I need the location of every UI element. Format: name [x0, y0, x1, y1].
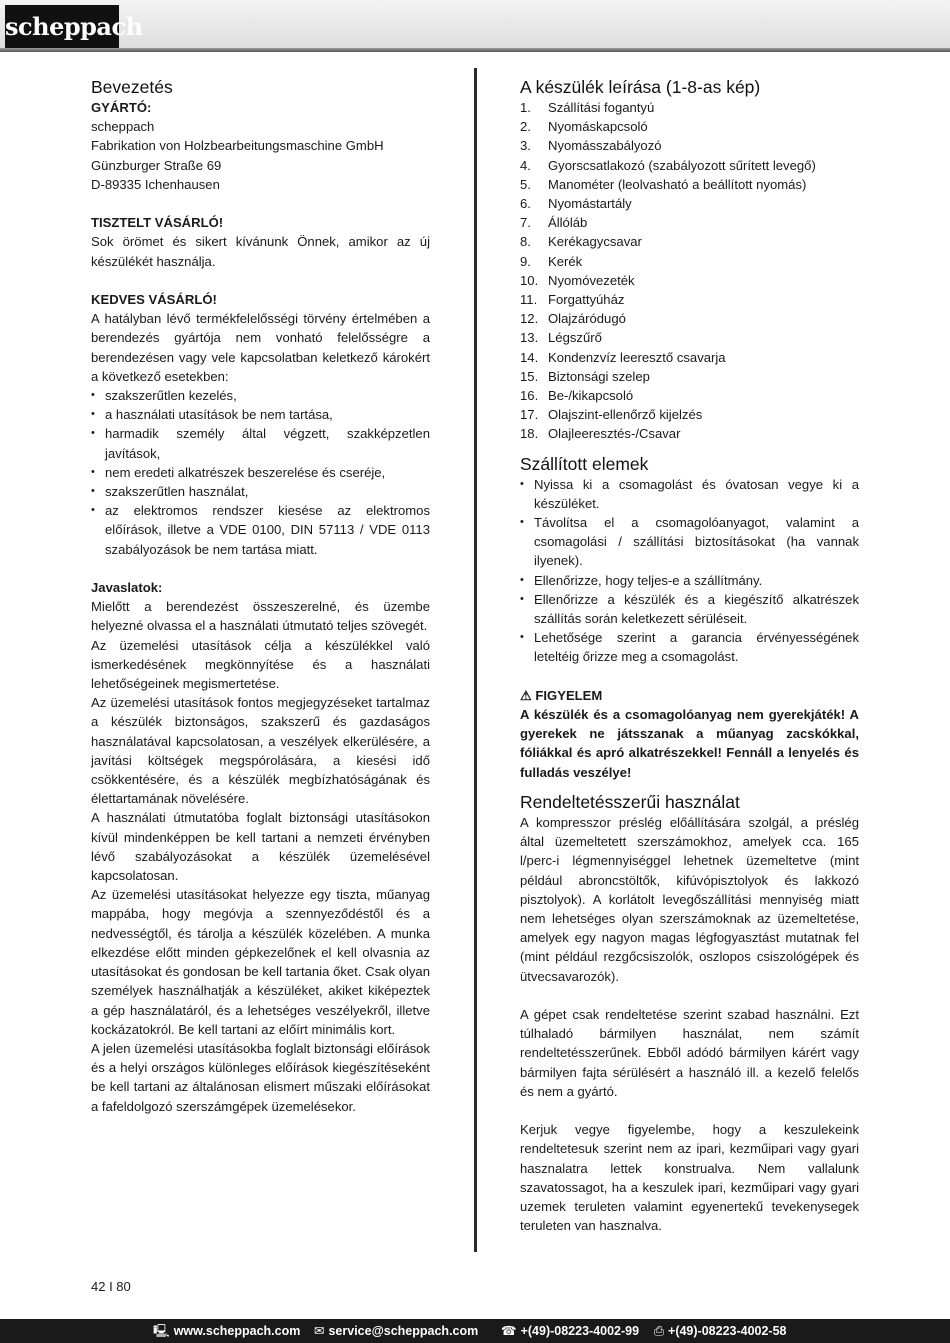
part-label: Olajzáródugó — [548, 311, 626, 327]
part-number: 6. — [520, 196, 531, 212]
part-number: 3. — [520, 138, 531, 154]
part-label: Szállítási fogantyú — [548, 100, 655, 115]
kind-customer-label: KEDVES VÁSÁRLÓ! — [91, 292, 217, 307]
part-number: 16. — [520, 388, 539, 404]
part-label: Manométer (leolvasható a beállított nyomás) — [548, 176, 807, 192]
delivered-list — [520, 475, 859, 667]
part-number: 14. — [520, 349, 539, 365]
intended-use-paragraph: A gépet csak rendeltetése szerint szabad használni. Ezt túlhaladó bármilyen használat, nem számít rendeltetésszerűnek. Ebből adódó bármilyen kárért vagy bármilyen fajta sérülésért a használó ill. a kezelő felelős és nem a gyártó. — [520, 1006, 859, 1099]
parts-list — [520, 98, 859, 444]
list-item: • Nyissa ki a csomagolást és óvatosan vegye ki a készüléket. — [520, 475, 859, 513]
warning-label: FIGYELEM — [535, 687, 603, 703]
part-number: 5. — [520, 176, 531, 192]
part-item — [520, 252, 859, 271]
dear-customer-label: TISZTELT VÁSÁRLÓ! — [91, 215, 224, 231]
manufacturer-line: D-89335 Ichenhausen — [91, 176, 220, 192]
part-label: Nyomástartály — [548, 196, 632, 212]
list-item: • Ellenőrizze a készülék és a kiegészítő alkatrészek szállítás során keletkezett sérüléseit. — [520, 590, 859, 628]
recommendation-paragraph: Mielőtt a berendezést összeszerelné, és üzembe helyezné olvassa el a használati útmutató teljes szövegét. — [91, 599, 430, 634]
part-label: Állóláb — [548, 215, 588, 231]
list-item: • harmadik személy által végzett, szakképzetlen javítások, — [91, 424, 430, 462]
recommendation-paragraph: Az üzemelési utasítások fontos megjegyzéseket tartalmaz a készülék biztonságos, szakszerű és gazdaságos használatával kapcsolatosan, a veszélyek elkerülésére, a javítási költségek megspórolására, a kiesési idő csökkentésére, és a készülék megbízhatóságának és élettartamának növelésére. — [91, 695, 430, 807]
part-number: 2. — [520, 119, 531, 135]
list-item: • Ellenőrizze, hogy teljes-e a szállítmány. — [520, 571, 859, 590]
part-label: Forgattyúház — [548, 292, 625, 308]
part-item — [520, 405, 859, 424]
footer-fax — [654, 1319, 787, 1343]
part-label: Biztonsági szelep — [548, 368, 650, 384]
part-number: 7. — [520, 215, 531, 231]
part-item — [520, 175, 859, 194]
delivered-title: Szállított elemek — [520, 453, 649, 474]
part-item — [520, 156, 859, 175]
intended-use-paragraph: Kerjuk vegye figyelembe, hogy a keszulekeink rendeltetesuk szerint nem az ipari, kezműipari vagy gyari hasznalatra lettek konstrualva. Nem vallalunk szavatossagot, ha a keszulek ipari, kezműipari vagy gyari uzemek teruleten valamint egyenertekű tevekenysegek teruleten van hasznalva. — [520, 1122, 859, 1234]
part-number: 4. — [520, 157, 531, 173]
manufacturer-label: GYÁRTÓ: — [91, 100, 152, 115]
part-label: Olajszint-ellenőrző kijelzés — [548, 407, 703, 423]
part-number: 10. — [520, 272, 539, 288]
intended-use-title: Rendeltetésszerűi használat — [520, 791, 740, 812]
footer-web-text: www.scheppach.com — [173, 1324, 301, 1338]
intended-use-paragraph: A kompresszor préslég előállítására szolgál, a préslég által üzemeltetett szerszámokhoz, amelyek cca. 165 l/perc-i légmennyiséggel lehetnek üzemeltetve (mint például abroncstöltők, kifúvópisztolyok és lakkozó pisztolyok). A korlátolt levegőszállítási mennyiség miatt nem lehetséges olyan szerszámoknak az üzemeltetése, amelyek egy nagyon magas légfogyasztást mutatnak fel (mint például rezgőcsiszolók, oszlopos csiszológépek és ütvecsavarozók). — [520, 814, 859, 984]
part-label: Kerék — [548, 253, 583, 269]
part-label: Nyomóvezeték — [548, 272, 635, 288]
list-item: • Lehetősége szerint a garancia érvényességének leteltéig őrizze meg a csomagolást. — [520, 628, 859, 666]
list-item: • Távolítsa el a csomagolóanyagot, valamint a csomagolási / szállítási biztosításokat (ha vannak ilyenek). — [520, 513, 859, 571]
recommendations-label: Javaslatok: — [91, 580, 163, 596]
header-rule — [0, 48, 950, 52]
part-item — [520, 328, 859, 347]
part-item — [520, 424, 859, 443]
part-number: 18. — [520, 426, 539, 442]
list-item: • szakszerűtlen használat, — [91, 482, 430, 501]
intro-title: Bevezetés — [91, 77, 173, 97]
fax-icon: ⎙ — [654, 1324, 665, 1338]
part-number: 13. — [520, 330, 539, 346]
phone-icon: ☎ — [501, 1324, 517, 1338]
monitor-icon: 🖳 — [153, 1324, 170, 1338]
manufacturer-line: scheppach — [91, 119, 155, 135]
part-item — [520, 117, 859, 136]
footer-phone — [501, 1319, 639, 1343]
list-item: • nem eredeti alkatrészek beszerelése és cseréje, — [91, 463, 430, 482]
right-column — [520, 76, 859, 1235]
warning-text: A készülék és a csomagolóanyag nem gyerekjáték! A gyerekek ne játsszanak a műanyag zacskókkal, fóliákkal és apró alkatrészekkel! Fennáll a lenyelés és fulladás veszélye! — [520, 707, 859, 780]
part-item — [520, 290, 859, 309]
part-number: 8. — [520, 234, 531, 250]
part-item — [520, 98, 859, 117]
part-item — [520, 309, 859, 328]
warning-icon: ⚠ — [520, 687, 532, 703]
manufacturer-line: Fabrikation von Holzbearbeitungsmaschine GmbH — [91, 138, 384, 154]
part-item — [520, 271, 859, 290]
part-label: Nyomáskapcsoló — [548, 119, 648, 135]
envelope-icon: ✉ — [314, 1324, 325, 1338]
page-number: 42 I 80 — [91, 1279, 131, 1294]
warning-heading — [520, 686, 859, 705]
footer-mail-text: service@scheppach.com — [328, 1324, 479, 1338]
part-label: Nyomásszabályozó — [548, 138, 662, 154]
list-item: • szakszerűtlen kezelés, — [91, 386, 430, 405]
recommendation-paragraph: Az üzemelési utasításokat helyezze egy tiszta, műanyag mappába, hogy megóvja a szennyeződéstől és a nedvességtől, és tárolja a készülék közelében. A munka elkezdése előtt minden gépkezelőnek el kell olvasnia az utasításokat és gondosan be kell tartania őket. Csak olyan személyek használhatják a készüléket, akiket kiképeztek a gép használatáról, és a lehetséges veszélyekről, illetve kockázatokról. Be kell tartani az előírt minimális kort. — [91, 887, 430, 1037]
part-item — [520, 194, 859, 213]
part-number: 15. — [520, 368, 539, 384]
part-label: Kondenzvíz leeresztő csavarja — [548, 349, 726, 365]
manufacturer-line: Günzburger Straße 69 — [91, 157, 222, 173]
part-number: 1. — [520, 100, 531, 115]
description-title: A készülék leírása (1-8-as kép) — [520, 77, 761, 97]
part-item — [520, 348, 859, 367]
footer-mail[interactable] — [314, 1319, 478, 1343]
footer-web[interactable] — [153, 1319, 300, 1343]
part-number: 11. — [520, 292, 538, 308]
part-item — [520, 136, 859, 155]
part-number: 12. — [520, 311, 539, 327]
recommendation-paragraph: Az üzemelési utasítások célja a készülékkel való ismerkedésének megkönnyítése és a használati lehetőségeinek megismertetése. — [91, 637, 430, 692]
part-label: Be-/kikapcsoló — [548, 388, 634, 404]
list-item: • az elektromos rendszer kiesése az elektromos előírások, illetve a VDE 0100, DIN 57113 / VDE 0113 szabályozások be nem tartása miatt. — [91, 501, 430, 559]
part-item — [520, 213, 859, 232]
liability-list — [91, 386, 430, 559]
kind-customer-text: A hatályban lévő termékfelelősségi törvény értelmében a berendezés gyártója nem vonható felelősségre a berendezésen vagy vele kapcsolatban keletkező károkért a következő esetekben: — [91, 311, 430, 384]
part-item — [520, 367, 859, 386]
page-footer — [0, 1319, 950, 1343]
part-item — [520, 386, 859, 405]
part-item — [520, 232, 859, 251]
recommendation-paragraph: A használati útmutatóba foglalt biztonsági utasításokon kívül mindenképpen be kell tartani a nemzeti érvényben lévő szabályozásokat a készülék üzemelésével kapcsolatosan. — [91, 810, 430, 884]
part-label: Olajleeresztés-/Csavar — [548, 426, 681, 442]
part-label: Kerékagycsavar — [548, 234, 642, 250]
part-label: Gyorscsatlakozó (szabályozott sűrített levegő) — [548, 157, 816, 173]
part-number: 9. — [520, 253, 531, 269]
scheppach-logo: scheppach — [5, 5, 119, 48]
part-number: 17. — [520, 407, 539, 423]
left-column — [91, 76, 430, 1116]
part-label: Légszűrő — [548, 330, 602, 346]
list-item: • a használati utasítások be nem tartása, — [91, 405, 430, 424]
footer-fax-text: +(49)-08223-4002-58 — [668, 1324, 787, 1338]
column-divider — [474, 68, 477, 1252]
dear-customer-text: Sok örömet és sikert kívánunk Önnek, amikor az új készülékét használja. — [91, 234, 430, 269]
footer-phone-text: +(49)-08223-4002-99 — [520, 1324, 640, 1338]
recommendation-paragraph: A jelen üzemelési utasításokba foglalt biztonsági előírások és a helyi országos különleges előírások kiegészítéseként be kell tartani az általánosan elismert műszaki előírásokat a fafeldolgozó szerszámgépek üzemelésekor. — [91, 1040, 430, 1114]
